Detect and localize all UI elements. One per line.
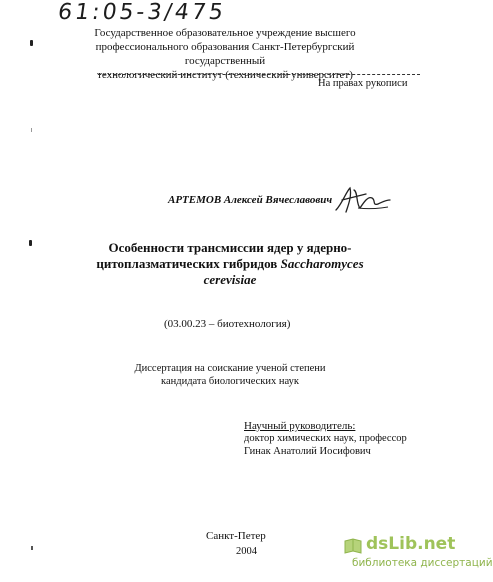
header-divider [98, 74, 420, 75]
supervisor-label: Научный руководитель: [244, 420, 356, 432]
rights-note: На правах рукописи [318, 78, 408, 89]
year: 2004 [236, 546, 257, 557]
title-line-2-prefix: цитоплазматических гибридов [96, 256, 281, 271]
scan-speck [29, 240, 32, 246]
species-name: Saccharomyces cerevisiae [203, 256, 364, 287]
scan-speck [31, 128, 32, 132]
supervisor-name: Гинак Анатолий Иосифович [244, 446, 371, 457]
institution-line: профессионального образования Санкт-Петербургский государственный [95, 41, 355, 67]
degree-line-2: кандидата биологических наук [161, 376, 299, 387]
institution-line: технологический институт (технический университет) [97, 69, 353, 81]
supervisor-degree: доктор химических наук, профессор [244, 433, 407, 444]
degree-line-1: Диссертация на соискание ученой степени [134, 363, 326, 374]
dissertation-title [90, 240, 370, 288]
specialty-code: (03.00.23 – биотехнология) [164, 318, 291, 330]
scan-speck [31, 546, 33, 550]
book-icon [343, 536, 363, 556]
watermark-link[interactable]: dsLib.net [366, 534, 456, 554]
archive-handwritten-code: 61:05-3/475 [56, 0, 228, 25]
title-line-2 [90, 256, 370, 288]
degree-statement [120, 362, 340, 388]
city-name: Санкт-Петер [206, 530, 266, 542]
signature-image [332, 182, 392, 216]
watermark-subtitle: библиотека диссертаций [352, 557, 493, 569]
title-line-1: Особенности трансмиссии ядер у ядерно- [108, 240, 352, 255]
author-name: АРТЕМОВ Алексей Вячеславович [168, 194, 333, 206]
scan-speck [30, 40, 33, 46]
institution-line: Государственное образовательное учреждение высшего [94, 27, 356, 39]
